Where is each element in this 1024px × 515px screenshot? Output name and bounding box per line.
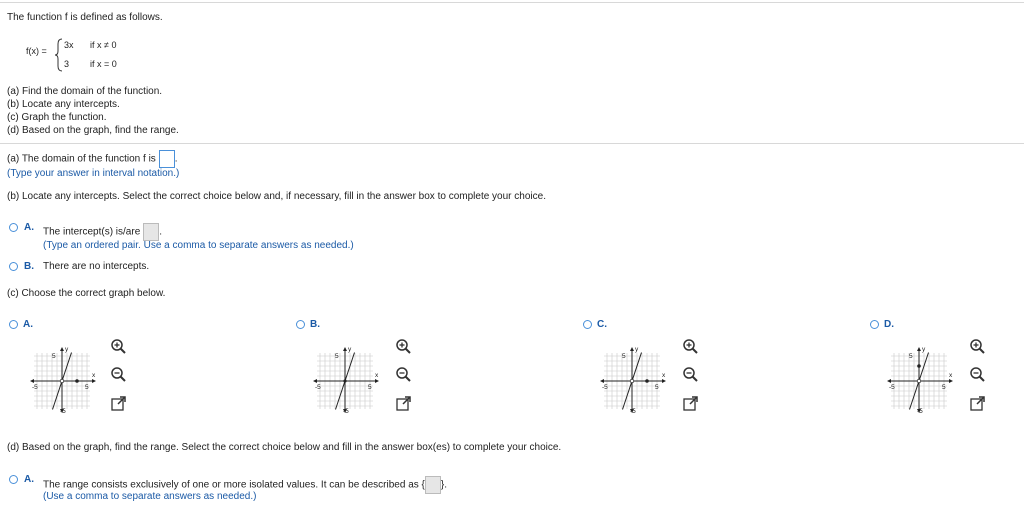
period: .: [159, 226, 163, 238]
zoom-in-icon[interactable]: [969, 338, 986, 355]
graph-option-a-letter: A.: [23, 319, 33, 330]
x-axis-arrow-icon: [662, 379, 666, 383]
graph-option-b[interactable]: [311, 337, 385, 413]
part-d-option-a-hint: (Use a comma to separate answers as needed.): [43, 491, 257, 502]
left-curly-brace: {: [421, 479, 425, 491]
y-tick-label: 5: [909, 353, 913, 360]
part-b-option-b-text: There are no intercepts.: [43, 261, 150, 272]
graph-option-b-letter: B.: [310, 319, 320, 330]
y-axis-arrow-icon: [917, 347, 921, 351]
piece2-cond: if x = 0: [90, 59, 117, 69]
part-d-prompt: (d) Based on the graph, find the range. Select the correct choice below and fill in the answer box(es) to complete your choice.: [7, 442, 562, 453]
zoom-out-icon[interactable]: [110, 366, 127, 383]
part-d-option-a-letter: A.: [24, 474, 34, 485]
part-a-prompt: (a) The domain of the function f is: [7, 153, 156, 165]
y-tick-label: -5: [917, 408, 923, 413]
x-axis-label: x: [375, 372, 379, 379]
section-divider: [0, 143, 1024, 144]
y-tick-label: 5: [52, 353, 56, 360]
x-axis-arrow-icon: [949, 379, 953, 383]
x-axis-label: x: [949, 372, 953, 379]
y-axis-label: y: [635, 346, 639, 353]
y-tick-label: 5: [335, 353, 339, 360]
part-b-prompt: (b) Locate any intercepts. Select the correct choice below and, if necessary, fill in the answer box to complete your choice.: [7, 191, 546, 202]
x-tick-label: -5: [602, 384, 608, 391]
graph-option-c[interactable]: [598, 337, 672, 413]
closed-point: [917, 364, 921, 368]
task-b: (b) Locate any intercepts.: [7, 99, 120, 110]
x-tick-label: -5: [889, 384, 895, 391]
x-tick-label: 5: [942, 384, 946, 391]
graph-option-a-radio[interactable]: [9, 320, 18, 329]
zoom-out-icon[interactable]: [682, 366, 699, 383]
range-answer-input[interactable]: [425, 476, 441, 494]
y-tick-label: -5: [60, 408, 66, 413]
open-point: [60, 379, 64, 383]
part-b-option-b-radio[interactable]: [9, 262, 18, 271]
y-axis-arrow-icon: [60, 347, 64, 351]
y-tick-label: -5: [630, 408, 636, 413]
part-b-option-a-row: [43, 223, 162, 241]
part-a-hint: (Type your answer in interval notation.): [7, 168, 180, 179]
task-a: (a) Find the domain of the function.: [7, 86, 163, 97]
part-b-option-a-letter: A.: [24, 222, 34, 233]
y-axis-arrow-icon: [343, 347, 347, 351]
expand-icon[interactable]: [682, 395, 699, 412]
graph-option-d-letter: D.: [884, 319, 894, 330]
zoom-in-icon[interactable]: [110, 338, 127, 355]
x-axis-arrow-icon: [92, 379, 96, 383]
piece2-expr: 3: [64, 59, 70, 69]
expand-icon[interactable]: [969, 395, 986, 412]
period: .: [174, 153, 178, 165]
task-d: (d) Based on the graph, find the range.: [7, 125, 179, 136]
graph-option-d-radio[interactable]: [870, 320, 879, 329]
intercept-answer-input[interactable]: [143, 223, 159, 241]
x-axis-arrow-icon: [30, 379, 34, 383]
expand-icon[interactable]: [110, 395, 127, 412]
part-a-row: [7, 150, 178, 168]
left-brace-icon: [55, 38, 63, 72]
open-point: [630, 379, 634, 383]
task-c: (c) Graph the function.: [7, 112, 107, 123]
x-axis-arrow-icon: [313, 379, 317, 383]
part-d-option-a-text: The range consists exclusively of one or more isolated values. It can be described as: [43, 479, 419, 491]
y-tick-label: 5: [622, 353, 626, 360]
x-tick-label: 5: [655, 384, 659, 391]
closed-point: [75, 379, 79, 383]
y-tick-label: -5: [343, 408, 349, 413]
x-tick-label: 5: [368, 384, 372, 391]
y-axis-label: y: [922, 346, 926, 353]
graph-option-a[interactable]: [28, 337, 102, 413]
x-axis-arrow-icon: [887, 379, 891, 383]
part-d-option-a-radio[interactable]: [9, 475, 18, 484]
graph-option-d[interactable]: [885, 337, 959, 413]
part-b-option-a-hint: (Type an ordered pair. Use a comma to separate answers as needed.): [43, 240, 354, 251]
x-tick-label: -5: [32, 384, 38, 391]
zoom-out-icon[interactable]: [969, 366, 986, 383]
y-axis-arrow-icon: [630, 347, 634, 351]
x-axis-arrow-icon: [600, 379, 604, 383]
function-name: f(x) =: [26, 46, 47, 56]
domain-answer-input[interactable]: [159, 150, 175, 168]
x-axis-label: x: [92, 372, 96, 379]
piece1-expr: 3x: [64, 40, 74, 50]
right-curly-brace: }: [440, 479, 445, 491]
zoom-in-icon[interactable]: [682, 338, 699, 355]
y-axis-label: y: [348, 346, 352, 353]
x-tick-label: -5: [315, 384, 321, 391]
x-tick-label: 5: [85, 384, 89, 391]
part-b-option-b-letter: B.: [24, 261, 34, 272]
zoom-in-icon[interactable]: [395, 338, 412, 355]
x-axis-label: x: [662, 372, 666, 379]
zoom-out-icon[interactable]: [395, 366, 412, 383]
period: .: [444, 479, 448, 491]
piece1-cond: if x ≠ 0: [90, 40, 117, 50]
part-c-prompt: (c) Choose the correct graph below.: [7, 288, 166, 299]
open-point: [917, 379, 921, 383]
graph-option-c-letter: C.: [597, 319, 607, 330]
y-axis-label: y: [65, 346, 69, 353]
closed-point: [645, 379, 649, 383]
graph-option-c-radio[interactable]: [583, 320, 592, 329]
top-divider: [0, 2, 1024, 3]
part-b-option-a-radio[interactable]: [9, 223, 18, 232]
expand-icon[interactable]: [395, 395, 412, 412]
graph-option-b-radio[interactable]: [296, 320, 305, 329]
closed-point: [343, 379, 346, 382]
part-b-option-a-text: The intercept(s) is/are: [43, 226, 141, 238]
intro-text: The function f is defined as follows.: [7, 12, 163, 23]
x-axis-arrow-icon: [375, 379, 379, 383]
